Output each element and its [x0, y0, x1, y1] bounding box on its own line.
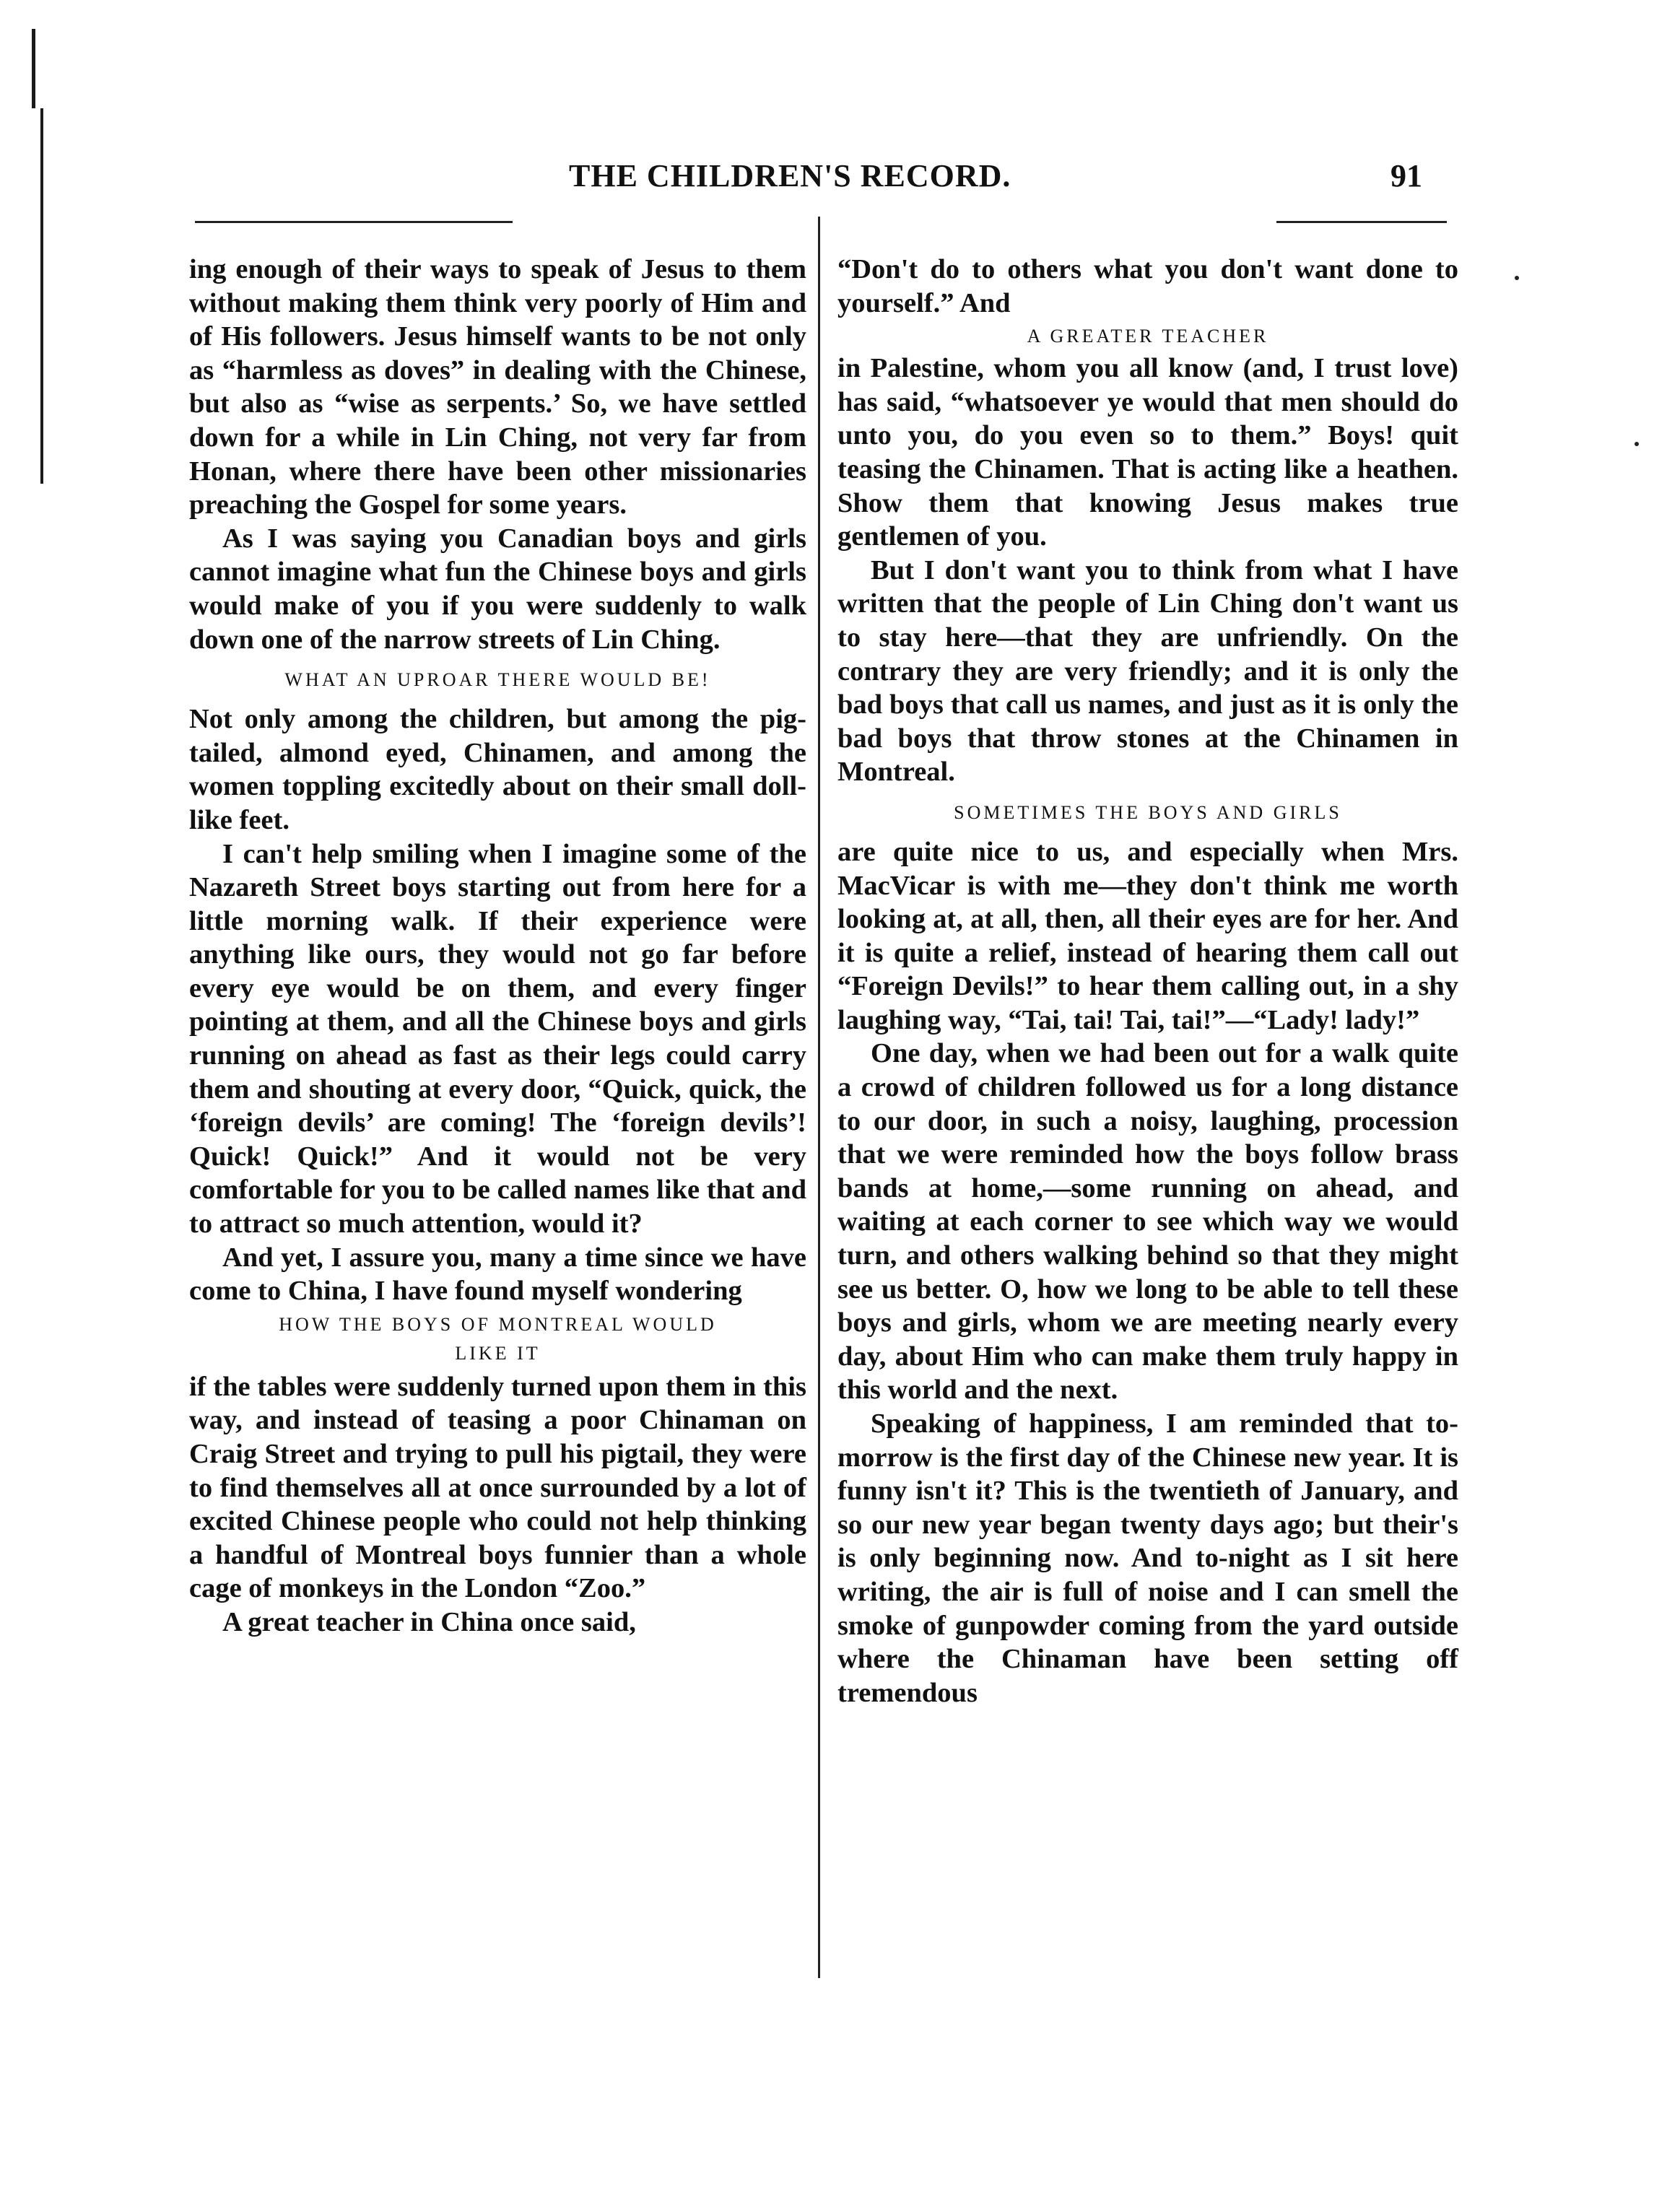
page-number: 91: [1390, 158, 1422, 193]
paragraph: But I don't want you to think from what I have written that the people of Lin Ching don't want us to stay here—that they are unfriendly. On the contrary they are very friendly; and it is only the bad boys that call us names, and just as it is only the bad boys that throw stones at the Chinamen in Montreal.: [837, 554, 1458, 788]
paragraph: are quite nice to us, and especially when Mrs. MacVicar is with me—they don't think me worth looking at, at all, then, all their eyes are for her. And it is quite a relief, instead of hearing them call out “Foreign Devils!” to hear them calling out, in a shy laughing way, “Tai, tai! Tai, tai!”—“Lady! lady!”: [837, 836, 1458, 1035]
paragraph: in Palestine, whom you all know (and, I trust love) has said, “whatsoever ye would that men should do unto you, do you even so to them.” Boys! quit teasing the Chinamen. That is acting like a heathen. Show them that knowing Jesus makes true gentlemen of you.: [837, 353, 1458, 552]
paragraph: if the tables were suddenly turned upon them in this way, and instead of teasing a poor Chinaman on Craig Street and trying to pull his pigtail, they were to find themselves all at once surrounded by a lot of excited Chinese people who could not help thinking a handful of Montreal boys funnier than a whole cage of monkeys in the London “Zoo.”: [189, 1371, 806, 1604]
page-header: [0, 157, 1680, 201]
right-column: [837, 253, 1458, 1710]
paragraph: A great teacher in China once said,: [222, 1606, 636, 1637]
paragraph: ing enough of their ways to speak of Jesus to them without making them think very poorly of Him and of His followers. Jesus himself wants to be not only as “harmless as doves” in dealing with the Chinese, but also as “wise as serpents.’ So, we have settled down for a while in Lin Ching, not very far from Honan, where there have been other missionaries preaching the Gospel for some years.: [189, 254, 806, 521]
left-column: [189, 253, 806, 1640]
paragraph: I can't help smiling when I imagine some of the Nazareth Street boys starting out from here for a little morning walk. If their experience were anything like ours, they would not go far before every eye would be on them, and every finger pointing at them, and all the Chinese boys and girls running on ahead as fast as their legs could carry them and shouting at every door, “Quick, quick, the ‘foreign devils’ are coming! The ‘foreign devils’! Quick! Quick!” And it would not be very comfortable for you to be called names like that and to attract so much attention, would it?: [189, 838, 806, 1240]
margin-speck: [1635, 442, 1639, 446]
header-rule-left: [195, 221, 513, 223]
paragraph: And yet, I assure you, many a time since we have come to China, I have found myself wondering: [189, 1242, 806, 1307]
paragraph: As I was saying you Canadian boys and girls cannot imagine what fun the Chinese boys and girls would make of you if you were suddenly to walk down one of the narrow streets of Lin Ching.: [189, 523, 806, 655]
section-heading: A GREATER TEACHER: [1027, 326, 1269, 347]
margin-speck: [1515, 276, 1519, 280]
section-heading: HOW THE BOYS OF MONTREAL WOULD: [279, 1313, 717, 1335]
paragraph: “Don't do to others what you don't want done to yourself.” And: [837, 254, 1458, 318]
section-heading-continued: LIKE IT: [455, 1342, 541, 1364]
paragraph: Speaking of happiness, I am reminded that to-morrow is the first day of the Chinese new year. It is funny isn't it? This is the twentieth of January, and so our new year began twenty days ago; but their's is only beginning now. And to-night as I sit here writing, the air is full of noise and I can smell the smoke of gunpowder coming from the yard outside where the Chinaman have been setting off tremendous: [837, 1408, 1458, 1708]
column-divider: [818, 217, 820, 1978]
paragraph: One day, when we had been out for a walk quite a crowd of children followed us for a long distance to our door, in such a noisy, laughing, procession that we were reminded how the boys follow brass bands at home,—some running on ahead, and waiting at each corner to see which way we would turn, and others walking behind so that they might see us better. O, how we long to be able to tell these boys and girls, whom we are meeting nearly every day, about Him who can make them truly happy in this world and the next.: [837, 1038, 1458, 1406]
section-heading: SOMETIMES THE BOYS AND GIRLS: [954, 801, 1342, 823]
binding-edge-rule: [32, 29, 35, 108]
paragraph: Not only among the children, but among the pig-tailed, almond eyed, Chinamen, and among the women toppling excitedly about on their small doll-like feet.: [189, 704, 806, 835]
running-title: THE CHILDREN'S RECORD.: [569, 158, 1011, 193]
section-heading: WHAT AN UPROAR THERE WOULD BE!: [284, 669, 711, 691]
header-rule-right: [1276, 221, 1447, 223]
